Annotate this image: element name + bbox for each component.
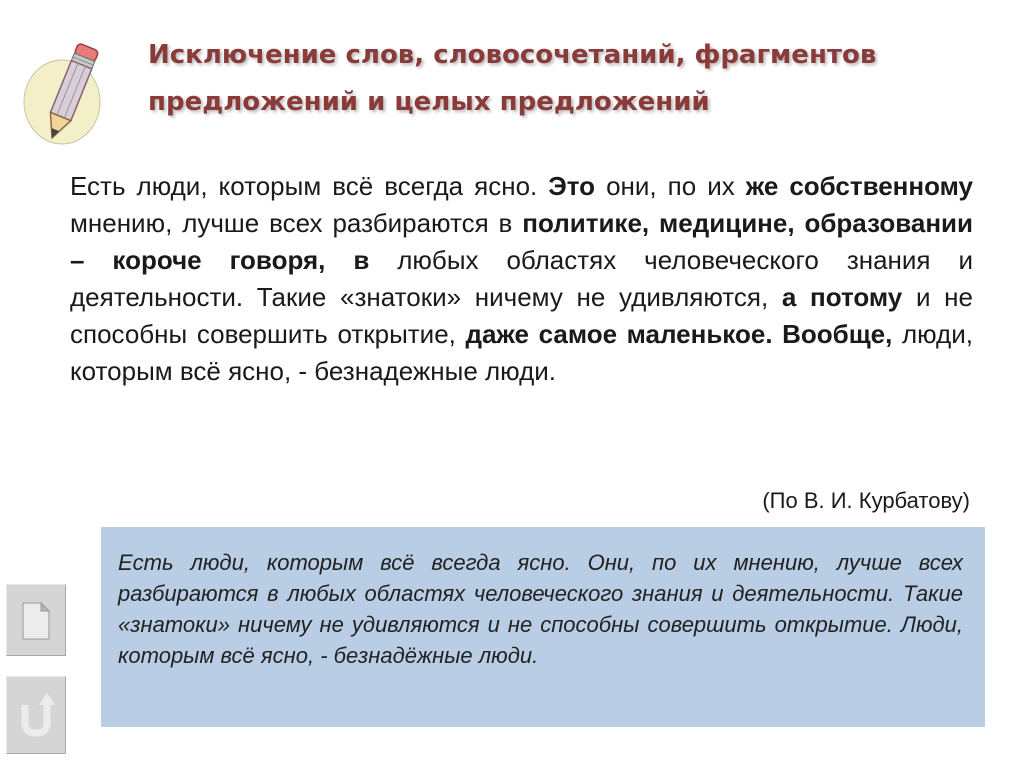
bold-segment: а потому	[781, 282, 903, 312]
bold-segment: даже самое маленькое. Вообще,	[465, 319, 893, 349]
text-segment: люди, которым всё ясно, - безнадежные люди.	[70, 319, 973, 386]
text-segment: они, по их	[595, 171, 746, 201]
text-segment: мнению, лучше всех разбираются в	[70, 208, 523, 238]
pencil-icon	[18, 26, 118, 148]
bold-segment: политике, медицине, образовании – короче говоря, в	[70, 208, 973, 275]
source-attribution: (По В. И. Курбатову)	[762, 488, 970, 513]
text-segment: Есть люди, которым всё всегда ясно.	[70, 171, 549, 201]
slide-title	[148, 32, 988, 126]
return-arrow-icon	[7, 677, 65, 753]
title-line-1: Исключение слов, словосочетаний, фрагментов	[148, 40, 877, 70]
return-button[interactable]	[6, 676, 66, 754]
bold-segment: же собственному	[745, 171, 973, 201]
text-segment: любых областях человеческого знания и деятельности. Такие «знатоки» ничему не удивляются,	[70, 245, 973, 312]
document-icon	[7, 585, 65, 655]
main-paragraph	[70, 168, 973, 390]
summary-text: Есть люди, которым всё всегда ясно. Они, по их мнению, лучше всех разбираются в любых областях человеческого знания и деятельности. Такие «знатоки» ничему не удивляются и не способны совершить открытие. Люди, которым всё ясно, - безнадёжные люди.	[118, 550, 963, 668]
pencil-logo	[18, 26, 118, 148]
bold-segment: Это	[548, 171, 596, 201]
document-button[interactable]	[6, 584, 66, 656]
text-segment: и не способны совершить открытие,	[70, 282, 973, 349]
summary-box	[101, 527, 985, 727]
title-line-2: предложений и целых предложений	[148, 87, 710, 117]
